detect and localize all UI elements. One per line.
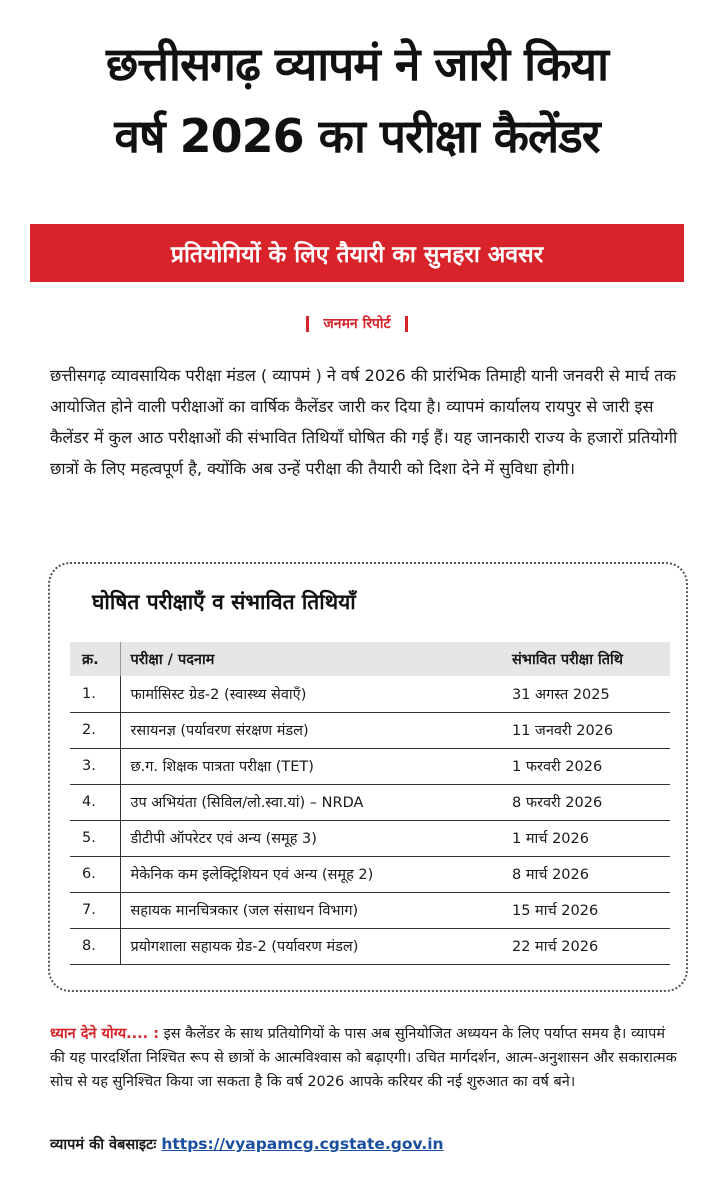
byline-divider-left <box>306 316 309 332</box>
row-date: 1 मार्च 2026 <box>490 820 670 856</box>
row-date: 15 मार्च 2026 <box>490 892 670 928</box>
row-num: 6. <box>70 856 120 892</box>
row-date: 11 जनवरी 2026 <box>490 712 670 748</box>
row-exam: प्रयोगशाला सहायक ग्रेड-2 (पर्यावरण मंडल) <box>120 928 490 964</box>
row-num: 3. <box>70 748 120 784</box>
row-date: 8 मार्च 2026 <box>490 856 670 892</box>
row-num: 8. <box>70 928 120 964</box>
note-text: इस कैलेंडर के साथ प्रतियोगियों के पास अब सुनियोजित अध्ययन के लिए पर्याप्त समय है। व्यापमं की यह पारदर्शिता निश्चित रूप से छात्रों के आत्मविश्वास को बढ़ाएगी। उचित मार्गदर्शन, आत्म-अनुशासन और सकारात्मक सोच से यह सुनिश्चित किया जा सकता है कि वर्ष 2026 आपके करियर की नई शुरुआत का वर्ष बने। <box>50 1026 677 1090</box>
exam-calendar-table <box>70 642 670 965</box>
row-num: 5. <box>70 820 120 856</box>
row-exam: डीटीपी ऑपरेटर एवं अन्य (समूह 3) <box>120 820 490 856</box>
table-row <box>70 784 670 820</box>
intro-paragraph: छत्तीसगढ़ व्यावसायिक परीक्षा मंडल ( व्यापमं ) ने वर्ष 2026 की प्रारंभिक तिमाही यानी जनवरी से मार्च तक आयोजित होने वाली परीक्षाओं का वार्षिक कैलेंडर जारी कर दिया है। व्यापमं कार्यालय रायपुर से जारी इस कैलेंडर में कुल आठ परीक्षाओं की संभावित तिथियाँ घोषित की गई हैं। यह जानकारी राज्य के हजारों प्रतियोगी छात्रों के लिए महत्वपूर्ण है, क्योंकि अब उन्हें परीक्षा की तैयारी को दिशा देने में सुविधा होगी। <box>50 366 678 478</box>
website-line <box>50 1134 684 1154</box>
header-date: संभावित परीक्षा तिथि <box>490 642 670 676</box>
header-exam: परीक्षा / पदनाम <box>120 642 490 676</box>
website-link[interactable]: https://vyapamcg.cgstate.gov.in <box>161 1135 444 1153</box>
row-date: 31 अगस्त 2025 <box>490 676 670 712</box>
row-num: 4. <box>70 784 120 820</box>
note-lead: ध्यान देने योग्य.... : <box>50 1026 160 1042</box>
row-num: 7. <box>70 892 120 928</box>
row-exam: मेकेनिक कम इलेक्ट्रिशियन एवं अन्य (समूह 2) <box>120 856 490 892</box>
row-date: 1 फरवरी 2026 <box>490 748 670 784</box>
headline-line-2: वर्ष 2026 का परीक्षा कैलेंडर <box>114 109 600 163</box>
headline <box>20 28 694 172</box>
exam-calendar-box <box>48 562 688 992</box>
row-exam: सहायक मानचित्रकार (जल संसाधन विभाग) <box>120 892 490 928</box>
row-exam: फार्मासिस्ट ग्रेड-2 (स्वास्थ्य सेवाएँ) <box>120 676 490 712</box>
row-date: 22 मार्च 2026 <box>490 928 670 964</box>
row-num: 1. <box>70 676 120 712</box>
table-row <box>70 820 670 856</box>
note-paragraph <box>50 1022 684 1094</box>
table-row <box>70 748 670 784</box>
row-exam: उप अभियंता (सिविल/लो.स्वा.यां) – NRDA <box>120 784 490 820</box>
table-row <box>70 928 670 964</box>
header-num: क्र. <box>70 642 120 676</box>
row-num: 2. <box>70 712 120 748</box>
table-row <box>70 856 670 892</box>
row-exam: छ.ग. शिक्षक पात्रता परीक्षा (TET) <box>120 748 490 784</box>
table-header-row <box>70 642 670 676</box>
byline-text: जनमन रिपोर्ट <box>323 316 391 332</box>
table-title: घोषित परीक्षाएँ व संभावित तिथियाँ <box>92 590 356 614</box>
row-exam: रसायनज्ञ (पर्यावरण संरक्षण मंडल) <box>120 712 490 748</box>
table-row <box>70 712 670 748</box>
headline-line-1: छत्तीसगढ़ व्यापमं ने जारी किया <box>106 37 608 91</box>
table-row <box>70 676 670 712</box>
website-label: व्यापमं की वेबसाइटः <box>50 1137 157 1153</box>
subheadline-banner: प्रतियोगियों के लिए तैयारी का सुनहरा अवसर <box>30 224 684 282</box>
table-row <box>70 892 670 928</box>
row-date: 8 फरवरी 2026 <box>490 784 670 820</box>
byline-divider-right <box>405 316 408 332</box>
byline <box>0 314 714 333</box>
